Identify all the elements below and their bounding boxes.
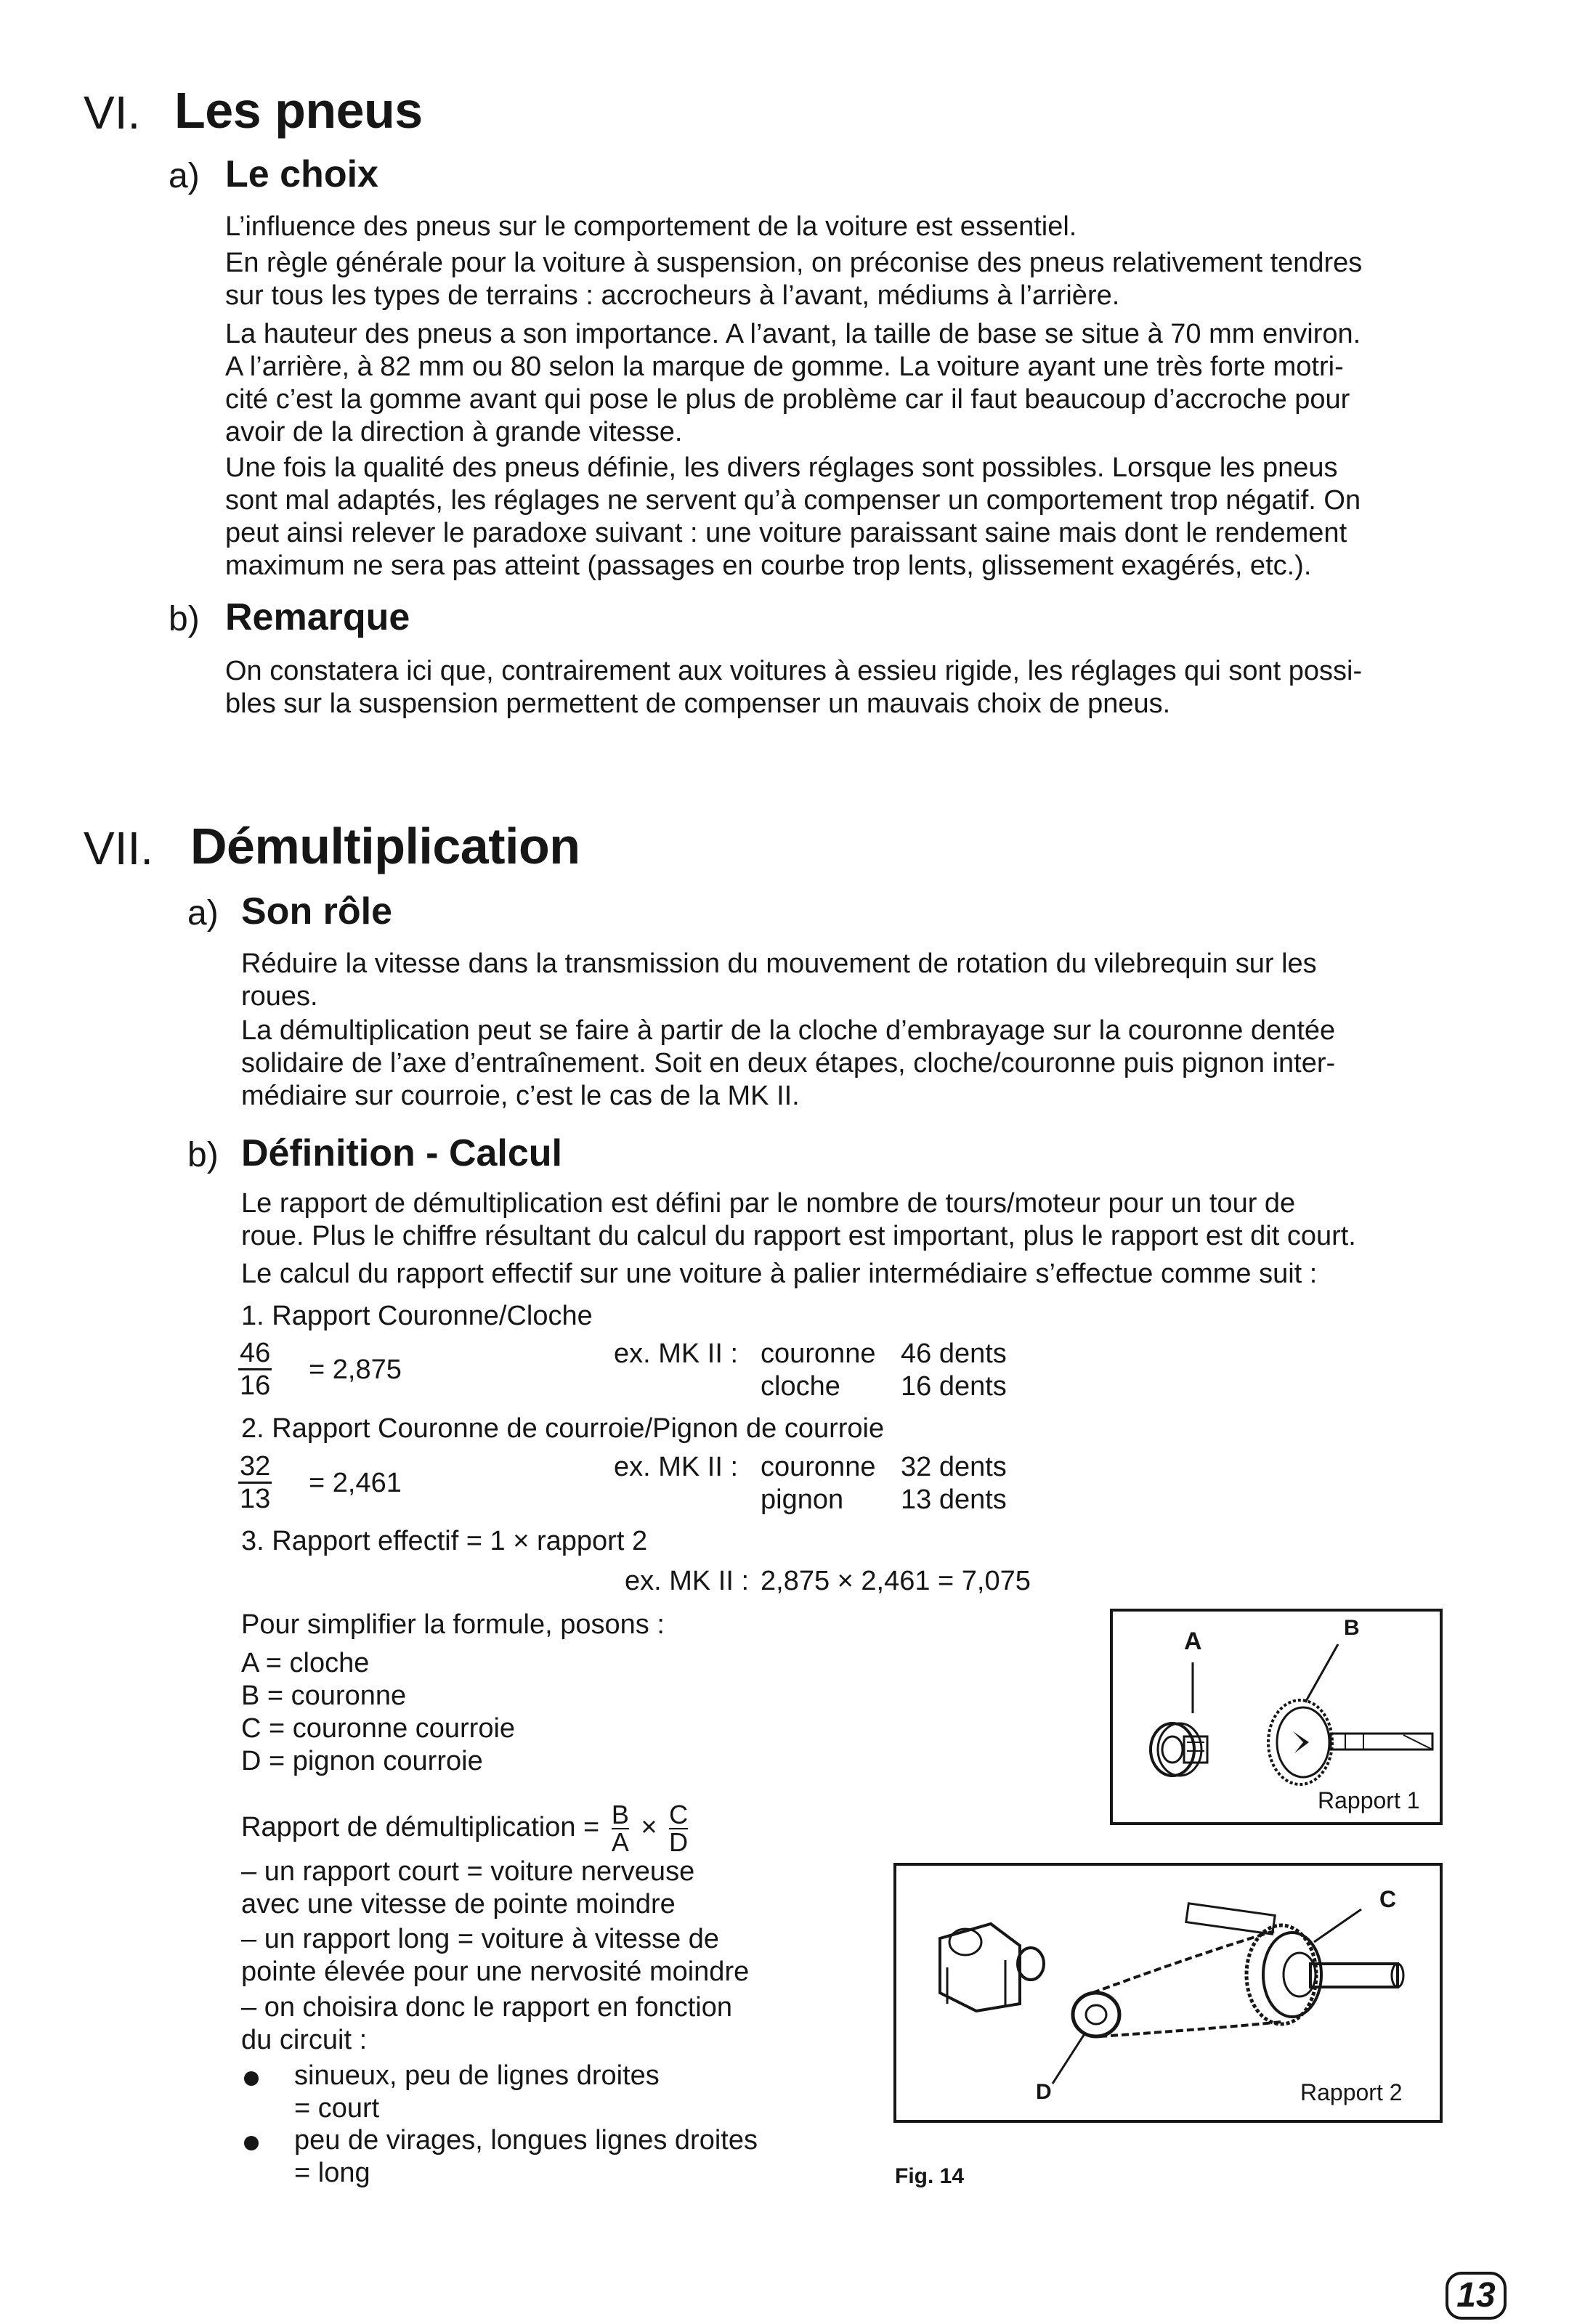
- step-1-title: 1. Rapport Couronne/Cloche: [241, 1301, 593, 1331]
- step-1-fraction: [238, 1338, 272, 1401]
- step-3-example-label: ex. MK II :: [625, 1566, 750, 1596]
- paragraph: L’influence des pneus sur le comportement de la voiture est essentiel.: [225, 211, 1077, 242]
- definition-d: D = pignon courroie: [241, 1746, 483, 1776]
- denominator: 16: [240, 1370, 271, 1401]
- label-d: D: [1036, 2080, 1052, 2104]
- note-long-ratio: – un rapport long = voiture à vitesse de pointe élevée pour une nervosité moindre: [241, 1924, 750, 1987]
- times-sign: ×: [641, 1812, 657, 1842]
- section-6a-letter: a): [169, 157, 200, 195]
- denominator: A: [611, 1827, 629, 1857]
- section-6-number: VI.: [84, 86, 141, 139]
- section-7a-title: Son rôle: [241, 890, 393, 933]
- note-choose: – on choisira donc le rapport en fonction du circuit :: [241, 1992, 732, 2055]
- section-7b-title: Définition - Calcul: [241, 1132, 562, 1174]
- step-1-item: cloche: [761, 1371, 840, 1402]
- step-2-item: couronne: [761, 1452, 876, 1482]
- formula: [241, 1800, 692, 1856]
- numerator: 32: [238, 1451, 272, 1484]
- numerator: C: [669, 1799, 689, 1829]
- bullet-dot: [244, 2136, 259, 2150]
- step-1-result: = 2,875: [309, 1354, 402, 1385]
- formula-label: Rapport de démultiplication =: [241, 1812, 600, 1842]
- step-2-teeth: 13 dents: [901, 1484, 1007, 1515]
- fraction-c-over-d: [669, 1799, 689, 1857]
- denominator: 13: [240, 1484, 271, 1514]
- definition-a: A = cloche: [241, 1648, 370, 1678]
- bullet-dot: [244, 2071, 259, 2086]
- definition-c: C = couronne courroie: [241, 1713, 516, 1744]
- label-c: C: [1379, 1886, 1397, 1912]
- figure-rapport-1: [1110, 1609, 1443, 1825]
- paragraph: La hauteur des pneus a son importance. A l’avant, la taille de base se situe à 70 mm environ. A l’arrière, à 82 mm ou 80 selon la marque de gomme. La voiture ayant une très forte motri- cité c’est la gomme avant qui pose le plus de problème car il faut beaucoup d’accroche pour avoir de la direction à grande vitesse.: [225, 319, 1361, 447]
- numerator: B: [611, 1799, 629, 1829]
- bullet-item: peu de virages, longues lignes droites = long: [294, 2125, 758, 2188]
- step-1-example-label: ex. MK II :: [614, 1338, 739, 1369]
- step-1-teeth: 16 dents: [901, 1371, 1007, 1402]
- section-7-title: Démultiplication: [190, 818, 580, 874]
- section-6b-letter: b): [169, 600, 200, 638]
- paragraph: La démultiplication peut se faire à partir de la cloche d’embrayage sur la couronne dentée solidaire de l’axe d’entraînement. Soit en deux étapes, cloche/couronne puis pignon inter- médiaire sur courroie, c’est le cas de la MK II.: [241, 1015, 1336, 1111]
- paragraph: Le calcul du rapport effectif sur une voiture à palier intermédiaire s’effectue comme suit :: [241, 1259, 1318, 1289]
- paragraph: On constatera ici que, contrairement aux voitures à essieu rigide, les réglages qui sont possi- bles sur la suspension permettent de compenser un mauvais choix de pneus.: [225, 656, 1363, 719]
- step-2-fraction: [238, 1451, 272, 1514]
- label-a: A: [1184, 1628, 1202, 1655]
- paragraph: Le rapport de démultiplication est défini par le nombre de tours/moteur pour un tour de roue. Plus le chiffre résultant du calcul du rapport est important, plus le rapport est dit court.: [241, 1188, 1356, 1251]
- step-2-title: 2. Rapport Couronne de courroie/Pignon de courroie: [241, 1413, 885, 1444]
- figure-rapport-2: [893, 1863, 1443, 2123]
- step-2-item: pignon: [761, 1484, 844, 1515]
- section-6b-title: Remarque: [225, 596, 410, 638]
- step-2-result: = 2,461: [309, 1468, 402, 1498]
- paragraph: Réduire la vitesse dans la transmission du mouvement de rotation du vilebrequin sur les roues.: [241, 948, 1317, 1012]
- step-3-calculation: 2,875 × 2,461 = 7,075: [761, 1566, 1031, 1596]
- section-6-title: Les pneus: [174, 82, 423, 139]
- step-1-item: couronne: [761, 1338, 876, 1369]
- page-number: 13: [1446, 2272, 1507, 2320]
- denominator: D: [669, 1827, 689, 1857]
- definition-b: B = couronne: [241, 1681, 407, 1711]
- section-7b-letter: b): [187, 1136, 219, 1174]
- step-3-title: 3. Rapport effectif = 1 × rapport 2: [241, 1526, 648, 1556]
- paragraph: En règle générale pour la voiture à suspension, on préconise des pneus relativement tendres sur tous les types de terrains : accrocheurs à l’avant, médiums à l’arrière.: [225, 248, 1363, 311]
- step-2-example-label: ex. MK II :: [614, 1452, 739, 1482]
- label-b: B: [1344, 1616, 1360, 1640]
- figure-caption: Rapport 1: [1318, 1787, 1420, 1813]
- simplify-intro: Pour simplifier la formule, posons :: [241, 1609, 665, 1640]
- fraction-b-over-a: [611, 1799, 629, 1857]
- figure-label: Fig. 14: [895, 2164, 965, 2188]
- section-7a-letter: a): [187, 894, 219, 933]
- bullet-item: sinueux, peu de lignes droites = court: [294, 2060, 660, 2124]
- numerator: 46: [238, 1338, 272, 1370]
- paragraph: Une fois la qualité des pneus définie, les divers réglages sont possibles. Lorsque les pneus sont mal adaptés, les réglages ne servent qu’à compenser un comportement trop négatif. On peut ainsi relever le paradoxe suivant : une voiture paraissant saine mais dont le rendement maximum ne sera pas atteint (passages en courbe trop lents, glissement exagérés, etc.).: [225, 452, 1361, 581]
- section-6a-title: Le choix: [225, 153, 378, 195]
- note-short-ratio: – un rapport court = voiture nerveuse avec une vitesse de pointe moindre: [241, 1856, 695, 1919]
- step-2-teeth: 32 dents: [901, 1452, 1007, 1482]
- step-1-teeth: 46 dents: [901, 1338, 1007, 1369]
- section-7-number: VII.: [84, 822, 154, 874]
- figure-caption: Rapport 2: [1300, 2079, 1403, 2105]
